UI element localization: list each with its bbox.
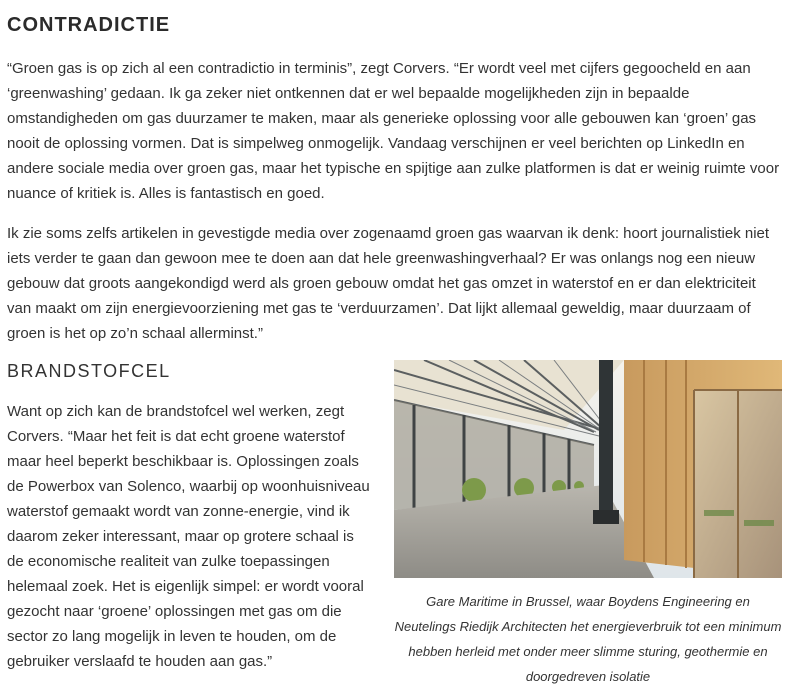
paragraph-greenwashing: Ik zie soms zelfs artikelen in gevestigde media over zogenaamd groen gas waarvan ik denk: hoort journalistiek niet iets verder te gaan dan gewoon mee te doen aan dat hele greenwashingverhaal? Er was onlangs nog een nieuw gebouw dat groots aangekondigd werd als groen gebouw omdat het gas omzet in waterstof en er dan elektriciteit van maakt om zijn energievoorziening met gas te ‘verduurzamen’. Dat lijkt allemaal geweldig, maar duurzaam of groen is het op zo’n schaal allerminst.” (7, 225, 770, 342)
image-caption: Gare Maritime in Brussel, waar Boydens Engineering en Neutelings Riedijk Architecten het energieverbruik tot een minimum hebben herleid met onder meer slimme sturing, geothermie en doorgedreven isolatie (394, 594, 782, 684)
section-heading-contradictie: CONTRADICTIE (7, 14, 171, 36)
paragraph-brandstofcel: Want op zich kan de brandstofcel wel werken, zegt Corvers. “Maar het feit is dat echt groene waterstof maar heel beperkt beschikbaar is. Oplossingen zoals de Powerbox van Solenco, waarbij op woonhuisniveau waterstof gemaakt wordt van zonne-energie, vind ik daarom zeker interessant, maar op grotere schaal is de economische realiteit van zulke toepassingen helemaal zoek. Het is eigenlijk simpel: er wordt vooral gezocht naar ‘groene’ oplossingen met gas om die sector zo lang mogelijk in leven te houden, om de gebruiker verslaafd te houden aan gas.” (7, 403, 370, 670)
section-heading-brandstofcel: BRANDSTOFCEL (7, 361, 171, 381)
paragraph-groen-gas: “Groen gas is op zich al een contradictio in terminis”, zegt Corvers. “Er wordt veel met cijfers gegoocheld en aan ‘greenwashing’ gedaan. Ik ga zeker niet ontkennen dat er wel bepaalde mogelijkheden zijn in bepaalde omstandigheden om gas duurzamer te maken, maar als generieke oplossing voor alle gebouwen kan ‘groen’ gas nooit de oplossing vormen. Dat is simpelweg onmogelijk. Vandaag verschijnen er veel berichten op LinkedIn en andere sociale media over groen gas, maar het typische en spijtige aan zulke platformen is dat er weinig ruimte voor nuance of kritiek is. Alles is fantastisch en goed. (7, 60, 780, 202)
gare-maritime-photo (394, 360, 782, 578)
